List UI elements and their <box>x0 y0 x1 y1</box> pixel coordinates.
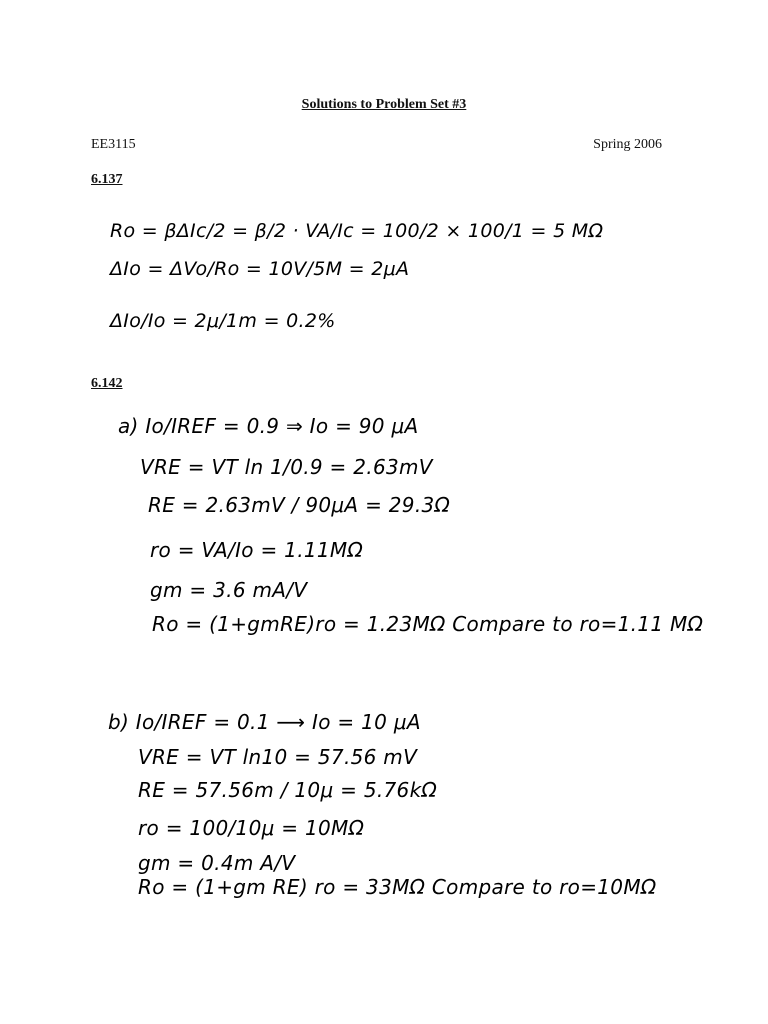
course-code: EE3115 <box>91 137 136 152</box>
handwritten-line: VRE = VT ln 1/0.9 = 2.63mV <box>140 455 433 479</box>
handwritten-line: Ro = (1+gm RE) ro = 33MΩ Compare to ro=10MΩ <box>138 875 657 899</box>
handwritten-line: RE = 2.63mV / 90μA = 29.3Ω <box>148 493 451 517</box>
handwritten-line: VRE = VT ln10 = 57.56 mV <box>138 745 418 769</box>
problem-number-1: 6.137 <box>91 172 123 187</box>
handwritten-line: Ro = (1+gmRE)ro = 1.23MΩ Compare to ro=1.11 MΩ <box>152 612 704 636</box>
handwritten-line: ΔIo = ΔVo/Ro = 10V/5M = 2μA <box>110 258 410 280</box>
handwritten-line: ΔIo/Io = 2μ/1m = 0.2% <box>110 310 336 332</box>
handwritten-line: a) Io/IREF = 0.9 ⇒ Io = 90 μA <box>118 414 419 438</box>
handwritten-line: gm = 0.4m A/V <box>138 851 296 875</box>
handwritten-line: ro = VA/Io = 1.11MΩ <box>150 538 364 562</box>
handwritten-line: RE = 57.56m / 10μ = 5.76kΩ <box>138 778 438 802</box>
handwritten-line: b) Io/IREF = 0.1 ⟶ Io = 10 μA <box>108 710 421 734</box>
term: Spring 2006 <box>593 137 662 152</box>
handwritten-line: gm = 3.6 mA/V <box>150 578 308 602</box>
problem-number-2: 6.142 <box>91 376 123 391</box>
handwritten-line: ro = 100/10μ = 10MΩ <box>138 816 365 840</box>
page-title: Solutions to Problem Set #3 <box>301 97 467 112</box>
handwritten-line: Ro = βΔIc/2 = β/2 · VA/Ic = 100/2 × 100/1 = 5 MΩ <box>110 220 604 242</box>
